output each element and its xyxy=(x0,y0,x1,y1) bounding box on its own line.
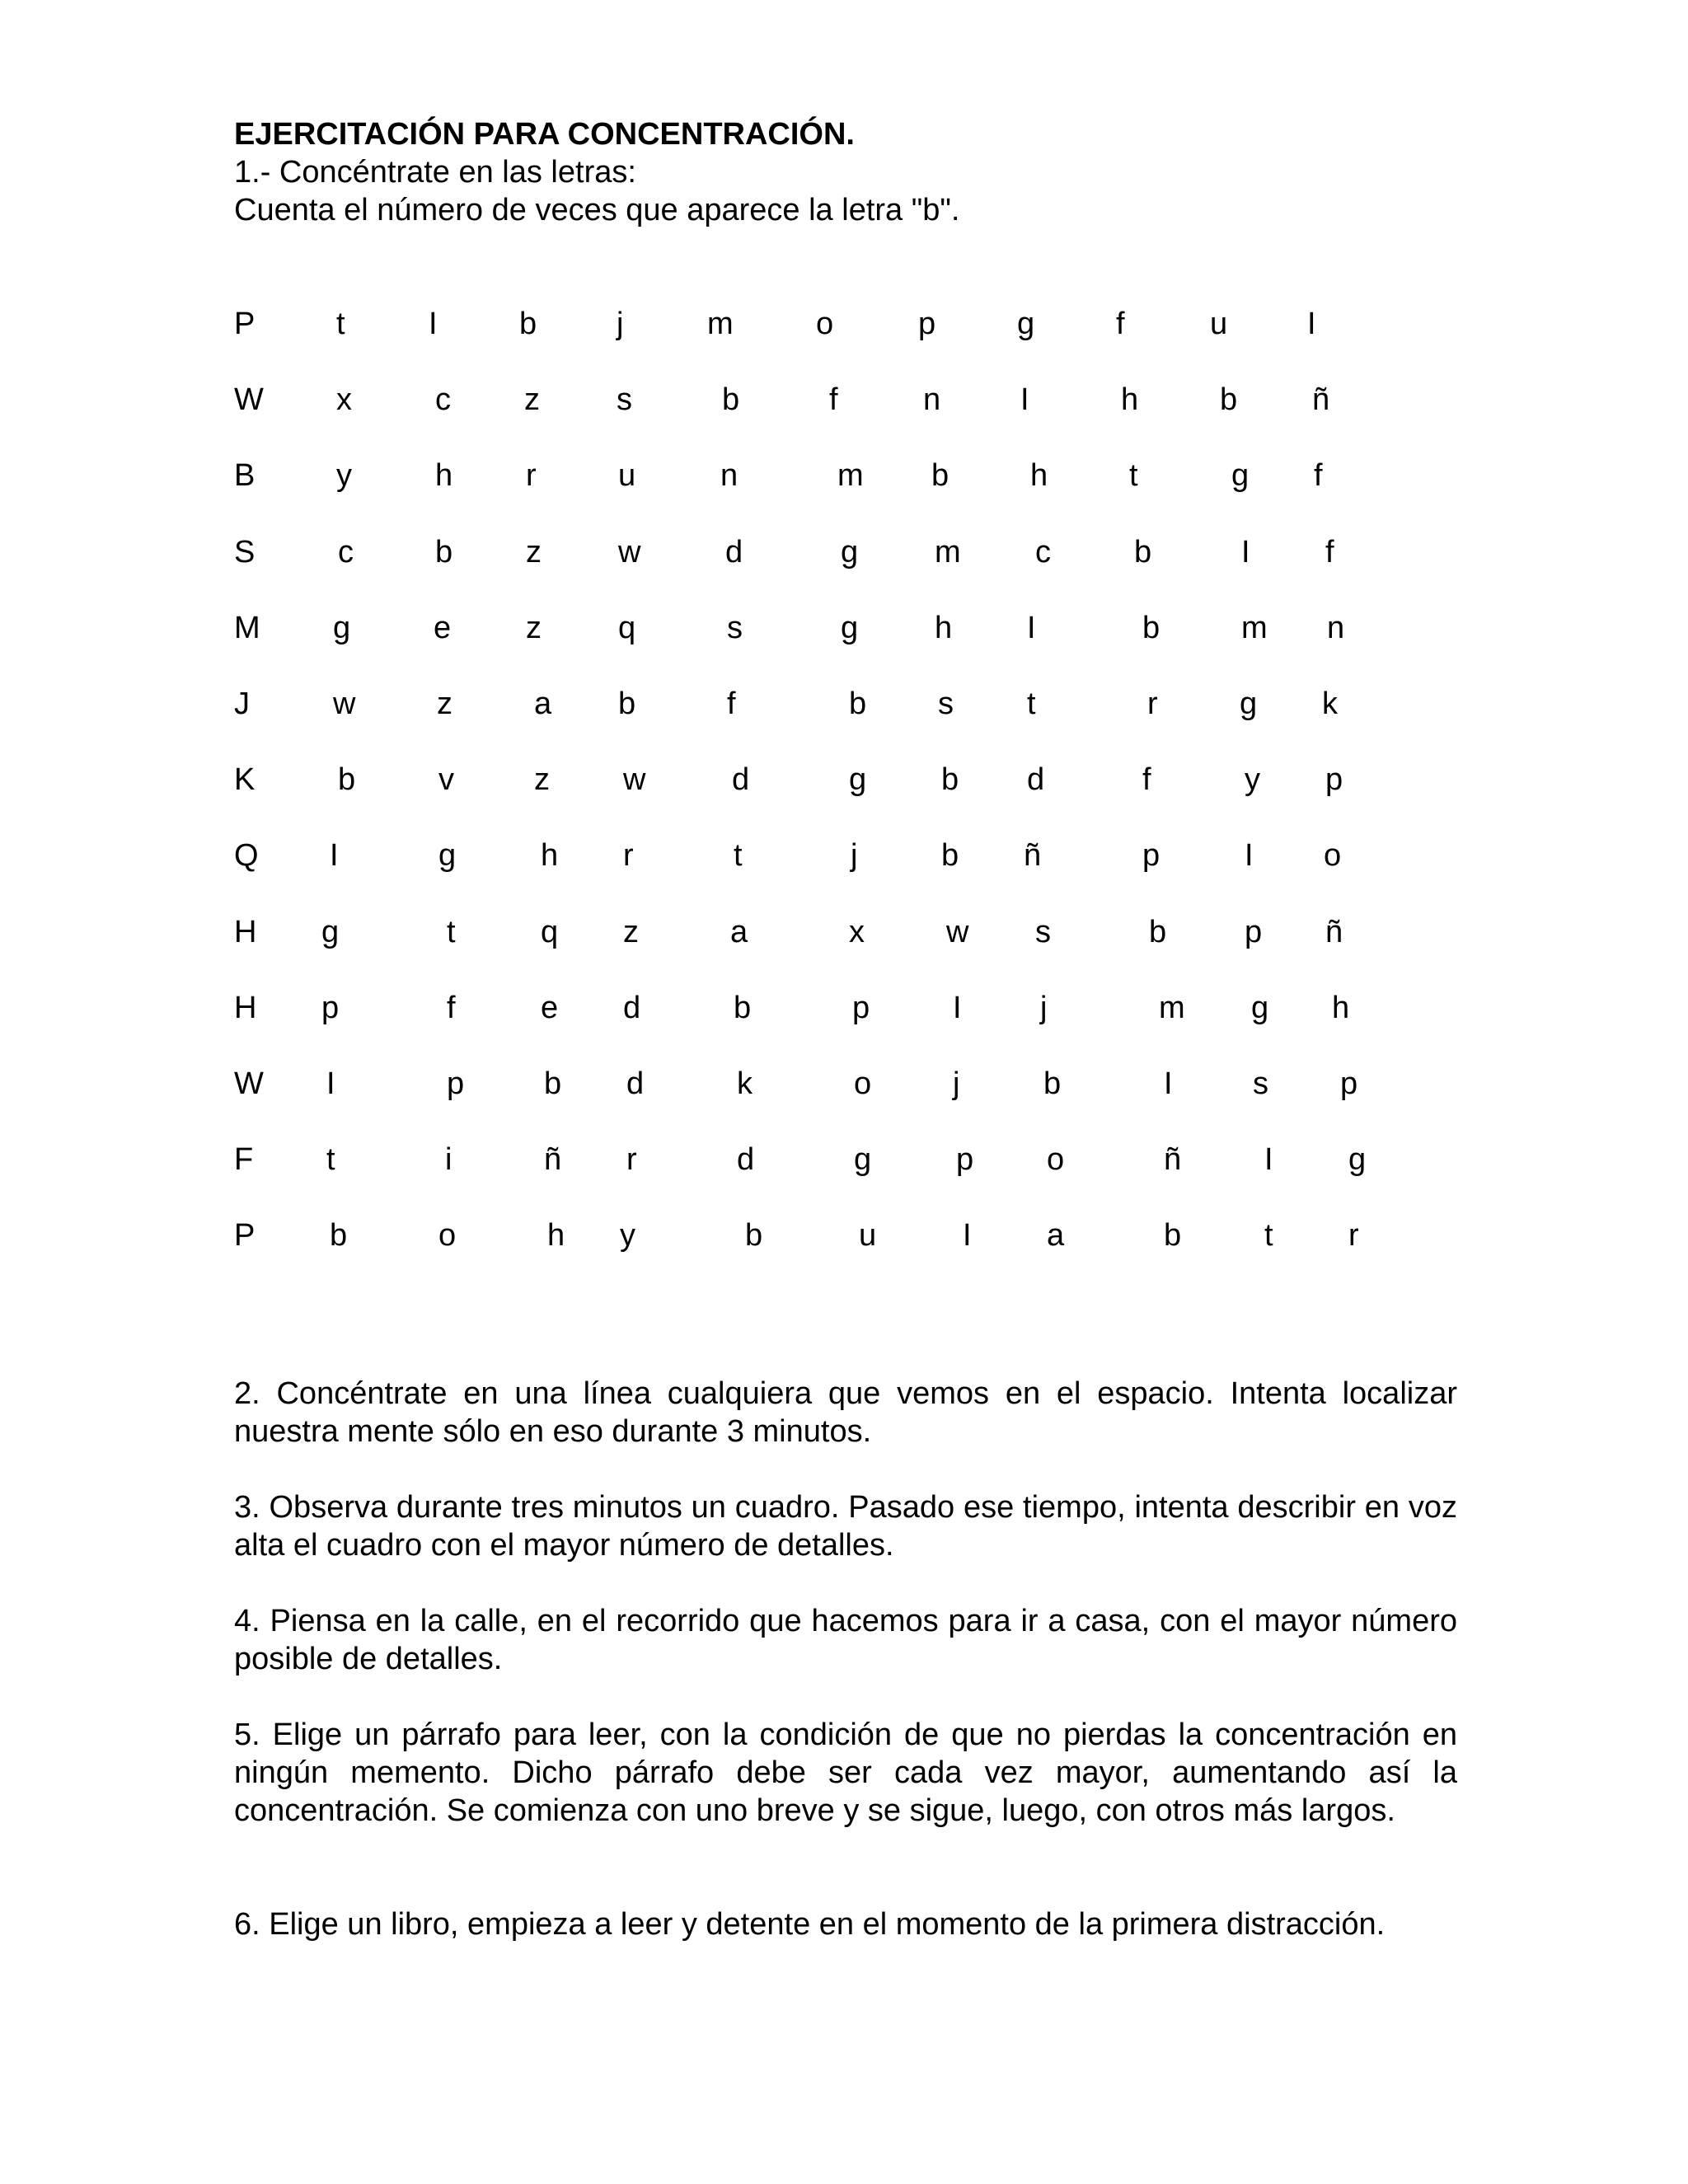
grid-letter: I xyxy=(1020,382,1029,418)
grid-letter: b xyxy=(618,687,636,721)
grid-letter: k xyxy=(1322,687,1338,721)
letter-row xyxy=(0,1215,1688,1256)
letter-row xyxy=(0,1063,1688,1104)
grid-letter: z xyxy=(437,687,452,721)
grid-letter: t xyxy=(1264,1218,1273,1254)
grid-letter: b xyxy=(330,1218,348,1254)
grid-letter: p xyxy=(1340,1066,1358,1101)
grid-letter: b xyxy=(338,762,356,798)
grid-letter: c xyxy=(338,534,354,569)
grid-letter: h xyxy=(935,610,953,645)
grid-letter: K xyxy=(234,762,256,798)
grid-letter: b xyxy=(1134,534,1152,569)
letter-row xyxy=(0,1139,1688,1180)
grid-letter: P xyxy=(234,1218,256,1254)
exercise-5-text: 5. Elige un párrafo para leer, con la condición de que no pierdas la concentración en ningún memento. Dicho párrafo debe ser cada vez mayor, aumentando así la concentración. Se comienza con uno breve y se sigue, luego, con otros más largos. xyxy=(234,1718,1457,1828)
grid-letter: d xyxy=(732,762,750,798)
grid-letter: d xyxy=(737,1142,755,1178)
grid-letter: u xyxy=(1210,307,1228,341)
grid-letter: F xyxy=(234,1142,254,1178)
exercise-6-text: 6. Elige un libro, empieza a leer y detente en el momento de la primera distracción. xyxy=(234,1907,1386,1942)
grid-letter: B xyxy=(234,458,256,494)
grid-letter: H xyxy=(234,914,257,949)
grid-letter: g xyxy=(321,914,340,949)
grid-letter: I xyxy=(429,307,438,341)
grid-letter: o xyxy=(816,307,834,341)
grid-letter: y xyxy=(1245,762,1260,798)
grid-letter: t xyxy=(326,1142,335,1178)
letter-row xyxy=(0,912,1688,953)
grid-letter: n xyxy=(923,382,941,418)
letter-row xyxy=(0,987,1688,1029)
exercise-3-text: 3. Observa durante tres minutos un cuadro. Pasado ese tiempo, intenta describir en voz alta el cuadro con el mayor número de detalles. xyxy=(234,1490,1457,1563)
letter-row xyxy=(0,607,1688,649)
grid-letter: m xyxy=(935,534,961,569)
grid-letter: p xyxy=(1325,762,1343,798)
grid-letter: g xyxy=(1240,687,1258,721)
grid-letter: b xyxy=(544,1066,562,1101)
grid-letter: a xyxy=(1047,1218,1065,1254)
grid-letter: w xyxy=(946,914,969,949)
grid-letter: e xyxy=(541,990,559,1025)
grid-letter: h xyxy=(541,838,559,874)
grid-letter: o xyxy=(1047,1142,1065,1178)
letter-row xyxy=(0,303,1688,344)
exercise-4-text: 4. Piensa en la calle, en el recorrido que hacemos para ir a casa, con el mayor número posible de detalles. xyxy=(234,1604,1457,1676)
grid-letter: g xyxy=(1251,990,1269,1025)
grid-letter: x xyxy=(849,914,865,949)
grid-letter: b xyxy=(1043,1066,1062,1101)
grid-letter: Q xyxy=(234,838,259,874)
grid-letter: p xyxy=(918,307,936,341)
grid-letter: S xyxy=(234,534,256,569)
grid-letter: z xyxy=(526,610,542,645)
grid-letter: p xyxy=(447,1066,465,1101)
grid-letter: e xyxy=(434,610,452,645)
exercise-1-heading: 1.- Concéntrate en las letras: xyxy=(234,155,636,190)
grid-letter: b xyxy=(931,458,950,494)
grid-letter: W xyxy=(234,1066,264,1101)
grid-letter: ñ xyxy=(1164,1142,1182,1178)
grid-letter: j xyxy=(953,1066,960,1101)
grid-letter: I xyxy=(1264,1142,1273,1178)
grid-letter: f xyxy=(1314,458,1323,494)
grid-letter: j xyxy=(851,838,858,874)
grid-letter: b xyxy=(941,838,959,874)
grid-letter: w xyxy=(618,534,641,569)
grid-letter: s xyxy=(1035,914,1051,949)
grid-letter: g xyxy=(333,610,351,645)
grid-letter: r xyxy=(1348,1218,1359,1254)
grid-letter: a xyxy=(534,687,552,721)
grid-letter: g xyxy=(849,762,867,798)
grid-letter: ñ xyxy=(544,1142,562,1178)
grid-letter: b xyxy=(1220,382,1238,418)
grid-letter: a xyxy=(730,914,748,949)
grid-letter: b xyxy=(1142,610,1160,645)
grid-letter: r xyxy=(526,458,537,494)
grid-letter: f xyxy=(1325,534,1334,569)
grid-letter: I xyxy=(953,990,962,1025)
grid-letter: h xyxy=(435,458,453,494)
exercise-1-instruction: Cuenta el número de veces que aparece la letra "b". xyxy=(234,193,960,227)
grid-letter: f xyxy=(727,687,736,721)
grid-letter: r xyxy=(1147,687,1158,721)
grid-letter: ñ xyxy=(1024,838,1042,874)
grid-letter: j xyxy=(617,307,624,341)
grid-letter: k xyxy=(737,1066,753,1101)
grid-letter: M xyxy=(234,610,260,645)
grid-letter: t xyxy=(1129,458,1138,494)
grid-letter: b xyxy=(1164,1218,1182,1254)
grid-letter: d xyxy=(725,534,743,569)
grid-letter: o xyxy=(438,1218,457,1254)
grid-letter: i xyxy=(445,1142,452,1178)
grid-letter: g xyxy=(854,1142,872,1178)
grid-letter: p xyxy=(321,990,340,1025)
grid-letter: h xyxy=(1332,990,1350,1025)
grid-letter: m xyxy=(707,307,734,341)
grid-letter: v xyxy=(438,762,454,798)
grid-letter: I xyxy=(1164,1066,1173,1101)
grid-letter: s xyxy=(938,687,954,721)
grid-letter: g xyxy=(1348,1142,1367,1178)
letter-row xyxy=(0,379,1688,420)
grid-letter: z xyxy=(524,382,540,418)
grid-letter: b xyxy=(1149,914,1167,949)
grid-letter: g xyxy=(1231,458,1250,494)
grid-letter: c xyxy=(1035,534,1051,569)
grid-letter: s xyxy=(617,382,632,418)
grid-letter: j xyxy=(1040,990,1048,1025)
grid-letter: b xyxy=(734,990,752,1025)
grid-letter: d xyxy=(623,990,641,1025)
grid-letter: b xyxy=(941,762,959,798)
grid-letter: q xyxy=(541,914,559,949)
grid-letter: t xyxy=(1027,687,1036,721)
grid-letter: n xyxy=(720,458,738,494)
grid-letter: q xyxy=(618,610,636,645)
grid-letter: c xyxy=(435,382,451,418)
grid-letter: W xyxy=(234,382,264,418)
grid-letter: s xyxy=(1253,1066,1268,1101)
grid-letter: b xyxy=(745,1218,763,1254)
exercise-2-text: 2. Concéntrate en una línea cualquiera que vemos en el espacio. Intenta localizar nuestra mente sólo en eso durante 3 minutos. xyxy=(234,1376,1457,1449)
grid-letter: y xyxy=(336,458,352,494)
grid-letter: b xyxy=(722,382,740,418)
grid-letter: f xyxy=(447,990,456,1025)
grid-letter: I xyxy=(1245,838,1254,874)
grid-letter: o xyxy=(1324,838,1342,874)
grid-letter: b xyxy=(849,687,867,721)
letter-row xyxy=(0,455,1688,496)
grid-letter: m xyxy=(1241,610,1268,645)
grid-letter: s xyxy=(727,610,743,645)
grid-letter: r xyxy=(626,1142,637,1178)
grid-letter: y xyxy=(620,1218,635,1254)
letter-row xyxy=(0,835,1688,876)
grid-letter: u xyxy=(859,1218,877,1254)
grid-letter: g xyxy=(1017,307,1035,341)
grid-letter: J xyxy=(234,687,250,721)
grid-letter: p xyxy=(852,990,870,1025)
letter-row xyxy=(0,683,1688,724)
grid-letter: f xyxy=(1116,307,1125,341)
grid-letter: m xyxy=(1159,990,1185,1025)
grid-letter: h xyxy=(1121,382,1139,418)
grid-letter: I xyxy=(330,838,339,874)
grid-letter: w xyxy=(333,687,356,721)
grid-letter: z xyxy=(534,762,550,798)
grid-letter: P xyxy=(234,307,256,341)
grid-letter: b xyxy=(435,534,453,569)
grid-letter: I xyxy=(326,1066,335,1101)
grid-letter: f xyxy=(1142,762,1151,798)
grid-letter: ñ xyxy=(1312,382,1330,418)
grid-letter: I xyxy=(1307,307,1316,341)
grid-letter: h xyxy=(547,1218,565,1254)
grid-letter: t xyxy=(336,307,345,341)
grid-letter: I xyxy=(963,1218,972,1254)
grid-letter: u xyxy=(618,458,636,494)
grid-letter: b xyxy=(519,307,537,341)
grid-letter: z xyxy=(526,534,542,569)
grid-letter: r xyxy=(623,838,634,874)
grid-letter: d xyxy=(1027,762,1045,798)
grid-letter: d xyxy=(626,1066,645,1101)
grid-letter: g xyxy=(841,534,859,569)
grid-letter: f xyxy=(829,382,838,418)
grid-letter: z xyxy=(623,914,639,949)
letter-row xyxy=(0,759,1688,800)
grid-letter: p xyxy=(956,1142,974,1178)
grid-letter: H xyxy=(234,990,257,1025)
grid-letter: h xyxy=(1030,458,1048,494)
grid-letter: p xyxy=(1142,838,1160,874)
grid-letter: g xyxy=(841,610,859,645)
grid-letter: p xyxy=(1245,914,1263,949)
grid-letter: x xyxy=(336,382,352,418)
letter-row xyxy=(0,532,1688,573)
grid-letter: t xyxy=(734,838,743,874)
grid-letter: I xyxy=(1241,534,1250,569)
document-title: EJERCITACIÓN PARA CONCENTRACIÓN. xyxy=(234,117,855,152)
grid-letter: ñ xyxy=(1325,914,1343,949)
grid-letter: n xyxy=(1327,610,1345,645)
grid-letter: o xyxy=(854,1066,872,1101)
grid-letter: g xyxy=(438,838,457,874)
grid-letter: w xyxy=(623,762,646,798)
grid-letter: t xyxy=(447,914,456,949)
grid-letter: I xyxy=(1027,610,1036,645)
grid-letter: m xyxy=(837,458,864,494)
